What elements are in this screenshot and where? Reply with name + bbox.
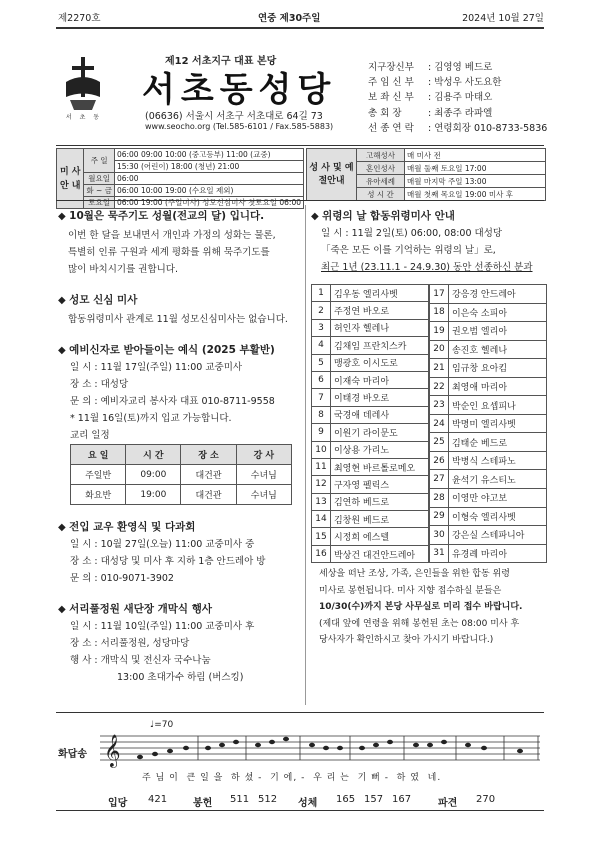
marian-mass-text: 합동위령미사 관계로 11월 성모신심미사는 없습니다. <box>68 314 288 325</box>
staff-row: 선 종 연 락 : 연령회장 010-8733-5836 <box>368 122 548 134</box>
table-row: 29 이형숙 엘리사벳 <box>430 507 547 526</box>
mass-label: 미 사 안 내 <box>57 149 84 209</box>
table-row: 4 김채임 프란치스카 <box>312 337 429 354</box>
table-row: 17 강응경 안드레아 <box>430 285 547 304</box>
issue-number: 제2270호 <box>58 13 101 24</box>
parish-logo <box>58 52 108 127</box>
table-row: 12 구자영 펠릭스 <box>312 476 429 493</box>
parish-subtitle: 제12 서초지구 대표 본당 <box>165 56 277 67</box>
mass-schedule-table: 미 사 안 내 주 일 06:00 09:00 10:00 (중고등부) 11:00 (교중) 15:30 (어린이) 18:00 (청년) 21:00 월요일 06:00 화 ~ 금 06:00 10:00 19:00 (수요일 제외) 토요일 06:00 19:00 (주일미사) 성모신심미사 첫토요일 06:00 <box>56 148 304 209</box>
memorial-details: 일 시 : 11월 2일(토) 06:00, 08:00 대성당 「죽은 모든 이를 기억하는 위령의 날」로, 최근 1년 (23.11.1 - 24.9.30) 동안 선종하신 분과 <box>321 228 533 273</box>
staff-row: 보 좌 신 부 : 김용주 마태오 <box>368 92 493 104</box>
hymn-staff <box>100 728 540 768</box>
parish-contact: www.seocho.org (Tel.585-6101 / Fax.585-5883) <box>145 122 334 131</box>
sacrament-label: 성 사 및 예절안내 <box>307 149 357 201</box>
table-row: 주일반 09:00 대건관 수녀님 <box>71 465 292 485</box>
table-row: 1 김우동 엘리사벳 <box>312 285 429 302</box>
table-row: 11 최영현 바르톨로메오 <box>312 458 429 475</box>
parish-name: 서초동성당 <box>142 70 337 110</box>
hymn-tempo: ♩=70 <box>150 720 174 730</box>
table-row: 2 주정연 바오로 <box>312 302 429 319</box>
staff-list <box>368 60 548 136</box>
staff-row: 지구장신부 : 김영영 베드로 <box>368 62 493 73</box>
left-column <box>58 208 303 686</box>
table-row: 7 이태경 바오로 <box>312 389 429 406</box>
table-row: 14 김창원 베드로 <box>312 511 429 528</box>
deceased-list <box>311 284 547 563</box>
table-row: 19 권오범 엘리아 <box>430 322 547 341</box>
column-divider <box>305 205 306 705</box>
header-divider <box>56 27 544 29</box>
staff-row: 주 임 신 부 : 박성우 사도요한 <box>368 77 502 89</box>
hymn-lyrics: 주 님 이 큰 일 을 하 셨 - 기 에, - 우 리 는 기 뻐 - 하 였 네. <box>142 773 442 783</box>
section-title-memorial: ◆ 위령의 날 합동위령미사 안내 <box>311 208 547 223</box>
table-row: 31 유경례 마리아 <box>430 544 547 563</box>
table-row: 5 맹광호 이시도로 <box>312 354 429 371</box>
table-row: 3 허인자 헬레나 <box>312 319 429 336</box>
table-row: 23 박순인 요셉피나 <box>430 396 547 415</box>
garden-details: 일 시 : 11월 10일(주일) 11:00 교중미사 후 장 소 : 서리풀정원, 성당마당 행 사 : 개막식 및 전신자 국수나눔 13:00 초대가수 하림 (버스킹) <box>70 621 255 683</box>
sacrament-table: 성 사 및 예절안내 고해성사 매 미사 전 혼인성사 매월 둘째 토요일 17:00 유아세례 매월 마지막 주일 13:00 성 시 간 매월 첫째 목요일 19:00 미사 후 <box>306 148 546 201</box>
table-row: 화요반 19:00 대건관 수녀님 <box>71 485 292 505</box>
rosary-text: 이번 한 달을 보내면서 개인과 가정의 성화는 물론, 특별히 인류 구원과 세계 평화를 위해 묵주기도를 많이 바치시기를 권합니다. <box>68 230 276 275</box>
table-row: 24 박명미 엘리사벳 <box>430 414 547 433</box>
right-column <box>311 208 547 649</box>
svg-text:𝄞: 𝄞 <box>104 734 121 767</box>
hymn-label: 화답송 <box>58 749 87 760</box>
section-title-rosary: ◆ 10월은 묵주기도 성월(전교의 달) 입니다. <box>58 208 303 223</box>
table-row: 26 박병식 스테파노 <box>430 451 547 470</box>
footer-divider <box>56 810 544 811</box>
section-title-catechumen: ◆ 예비신자로 받아들이는 예식 (2025 부활반) <box>58 342 303 357</box>
section-title-garden: ◆ 서리풀정원 새단장 개막식 행사 <box>58 601 303 616</box>
table-row: 28 이영만 야고보 <box>430 489 547 508</box>
table-row: 15 시정희 에스텔 <box>312 528 429 545</box>
table-row: 8 국경애 데레사 <box>312 406 429 423</box>
table-row: 16 박상건 대건안드레아 <box>312 545 429 562</box>
table-row: 6 이재숙 마리아 <box>312 371 429 388</box>
table-row: 9 이원기 라이문도 <box>312 424 429 441</box>
table-row: 27 윤석기 유스티노 <box>430 470 547 489</box>
logo-text: 서 초 동 <box>65 114 103 121</box>
bulletin-header <box>58 10 544 24</box>
table-row: 13 김연하 베드로 <box>312 493 429 510</box>
bulletin-date: 2024년 10월 27일 <box>462 13 544 24</box>
staff-row: 총 회 장 : 최종주 라파엘 <box>368 107 493 119</box>
table-row: 25 김태순 베드로 <box>430 433 547 452</box>
table-row: 21 임규창 요아킴 <box>430 359 547 378</box>
welcome-details: 일 시 : 10월 27일(오늘) 11:00 교중미사 중 장 소 : 대성당 및 미사 후 지하 1층 안드레아 방 문 의 : 010-9071-3902 <box>70 539 266 584</box>
table-row: 22 최영애 마리아 <box>430 377 547 396</box>
catechumen-details: 일 시 : 11월 17일(주일) 11:00 교중미사 장 소 : 대성당 문 의 : 예비자교리 봉사자 대표 010-8711-9558 * 11월 16일(토)까지 입교 가능합니다. 교리 일정 <box>70 362 275 441</box>
catechism-schedule-table: 요 일 시 간 장 소 강 사 주일반 09:00 대건관 수녀님 화요반 19:00 대건관 수녀님 <box>70 444 292 505</box>
table-row: 18 이은숙 소피아 <box>430 303 547 322</box>
section-title-welcome: ◆ 전입 교우 환영식 및 다과회 <box>58 519 303 534</box>
section-title-marian-mass: ◆ 성모 신심 미사 <box>58 292 303 307</box>
title-divider <box>56 145 544 146</box>
deceased-table-left <box>311 284 429 563</box>
memorial-note: 세상을 떠난 조상, 가족, 은인들을 위한 합동 위령 미사로 봉헌됩니다. 미사 지향 접수하실 분들은 10/30(수)까지 본당 사무실로 미리 접수 바랍니다. (제대 앞에 연령을 위해 봉헌된 초는 08:00 미사 후 당사자가 확인하시고 찾아 가시기 바랍니다.) <box>319 569 523 646</box>
deceased-table-right <box>429 284 547 563</box>
schedule-divider <box>56 200 544 201</box>
table-row: 30 강은실 스테파니아 <box>430 526 547 545</box>
parish-address: (06636) 서울시 서초구 서초대로 64길 73 <box>145 111 323 122</box>
table-row: 10 이상용 가리노 <box>312 441 429 458</box>
hymn-top-divider <box>56 712 544 713</box>
table-row: 20 송진호 헬레나 <box>430 340 547 359</box>
liturgical-week: 연중 제30주일 <box>258 13 321 24</box>
